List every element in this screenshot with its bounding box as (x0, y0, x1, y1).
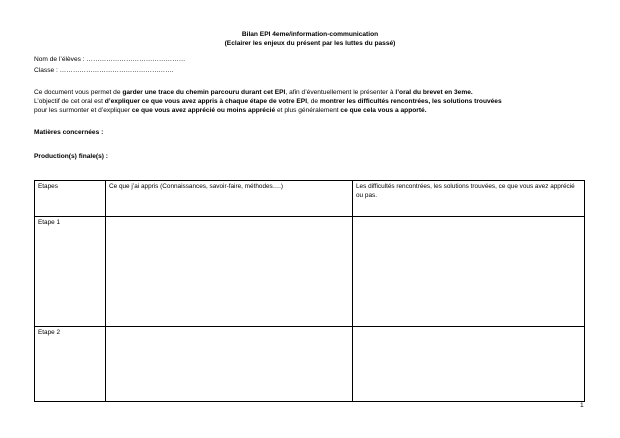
table-row (35, 217, 585, 327)
table-header-row (35, 181, 585, 217)
document-title: Bilan EPI 4eme/information-communication (241, 31, 379, 38)
class-field: Classe : ……………………………………………. (34, 67, 174, 74)
header-difficultes: Les difficultés rencontrées, les solutions trouvées, ce que vous avez apprécié ou pas. (353, 181, 585, 217)
intro-text: , afin d’éventuellement le présenter à (285, 89, 396, 96)
intro-emphasis: ce que vous avez apprécié ou moins apprécié (131, 107, 276, 114)
intro-line-1 (34, 88, 473, 97)
appris-cell[interactable] (106, 327, 353, 402)
production-heading: Production(s) finale(s) : (34, 153, 108, 160)
intro-emphasis: d’expliquer ce que vous avez appris à chaque étape de votre EPI (104, 98, 308, 105)
intro-text: et plus généralement (275, 107, 341, 114)
difficultes-cell[interactable] (353, 217, 585, 327)
matieres-heading: Matières concernées : (34, 129, 104, 136)
table-row (35, 327, 585, 402)
header-appris: Ce que j’ai appris (Connaissances, savoir-faire, méthodes….) (106, 181, 353, 217)
intro-emphasis: l’oral du brevet en 3eme. (395, 89, 473, 96)
student-name-field: Nom de l’élèves : ……………………………………… (34, 56, 186, 63)
intro-text: L’objectif de cet oral est (34, 98, 105, 105)
reflection-table (34, 180, 585, 402)
difficultes-cell[interactable] (353, 327, 585, 402)
intro-line-2 (34, 97, 502, 106)
header-etapes: Etapes (35, 181, 106, 217)
intro-text: Ce document vous permet de (34, 89, 123, 96)
document-subtitle: (Eclairer les enjeux du présent par les luttes du passé) (224, 40, 396, 47)
intro-emphasis: ce que cela vous a apporté. (340, 107, 427, 114)
intro-text: , de (307, 98, 320, 105)
row-label: Etape 2 (35, 327, 106, 402)
appris-cell[interactable] (106, 217, 353, 327)
intro-line-3 (34, 106, 427, 115)
page-number: 1 (580, 402, 584, 409)
intro-emphasis: montrer les difficultés rencontrées, les solutions trouvées (319, 98, 502, 105)
intro-text: pour les surmonter et d’expliquer (34, 107, 132, 114)
row-label: Etape 1 (35, 217, 106, 327)
intro-emphasis: garder une trace du chemin parcouru durant cet EPI (122, 89, 286, 96)
